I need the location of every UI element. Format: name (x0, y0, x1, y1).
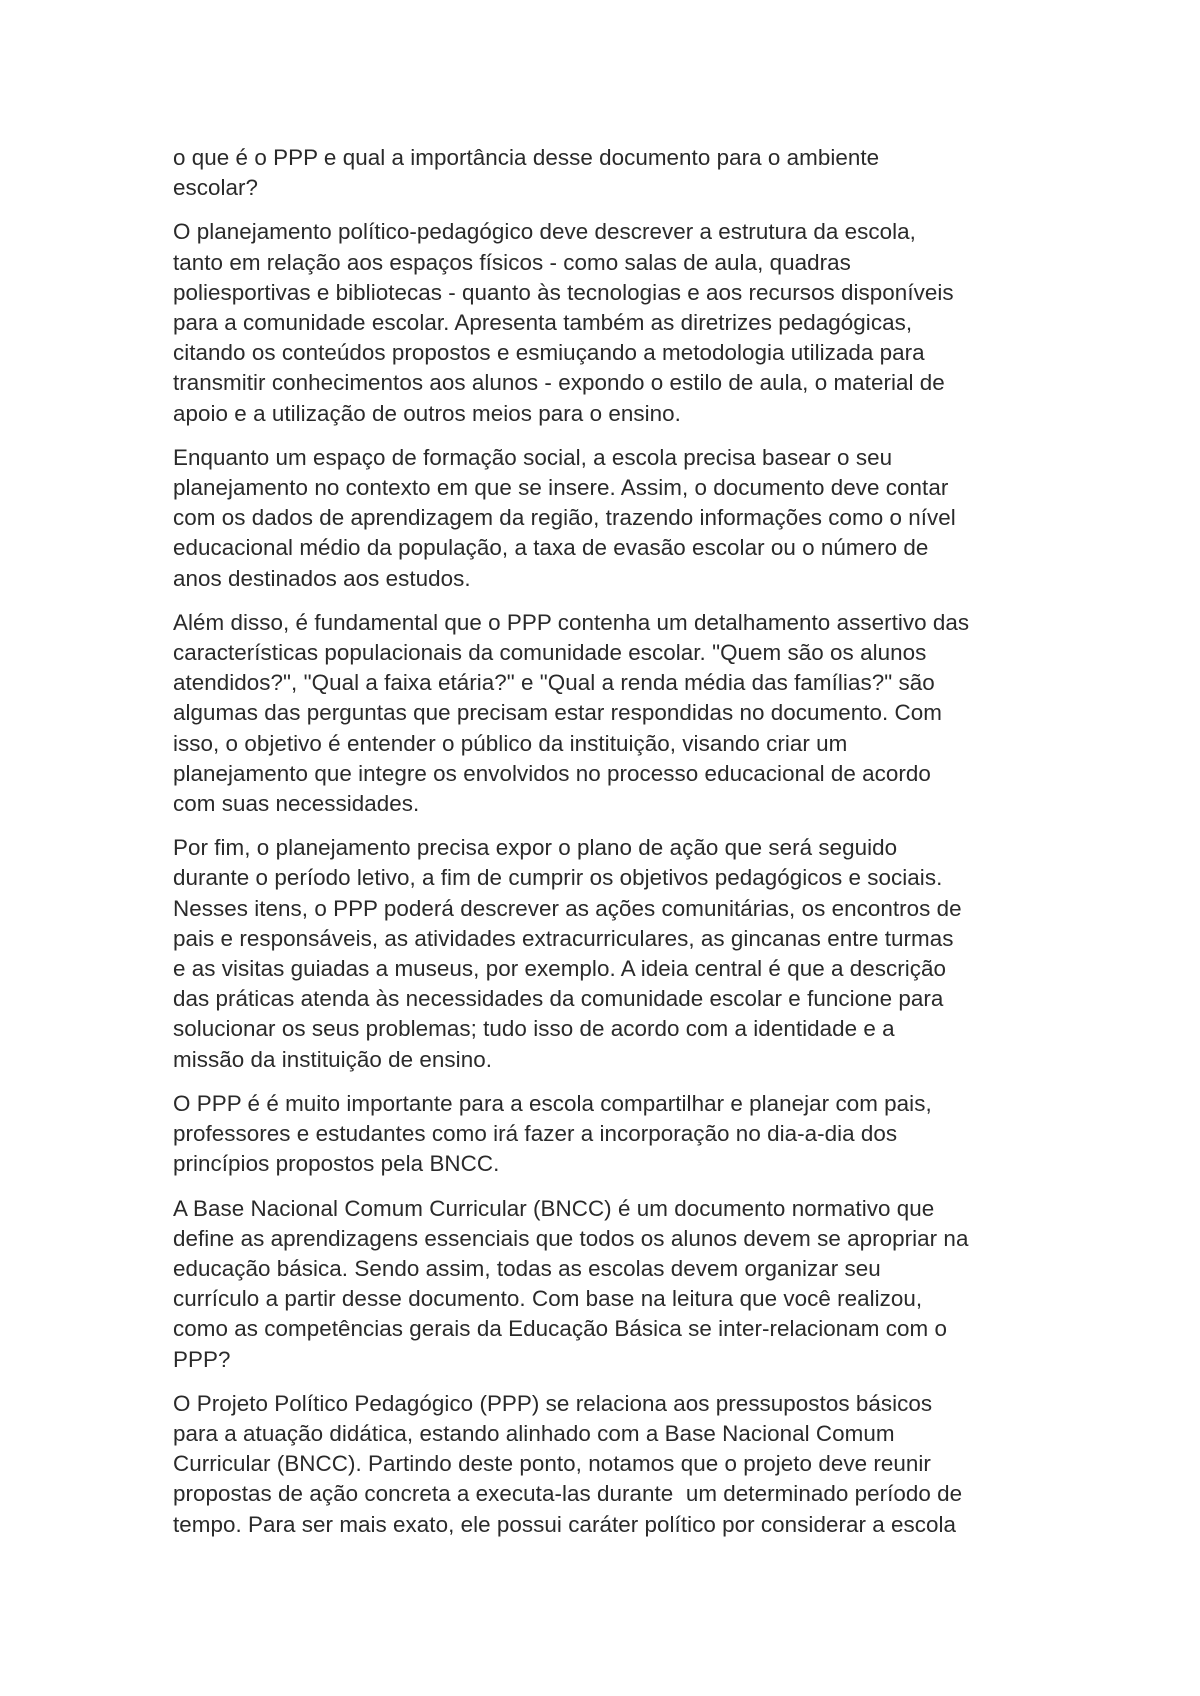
text-line: educação básica. Sendo assim, todas as escolas devem organizar seu (173, 1255, 881, 1281)
text-line: planejamento no contexto em que se insere. Assim, o documento deve contar (173, 475, 949, 501)
text-line: com suas necessidades. (173, 791, 420, 817)
text-line: professores e estudantes como irá fazer a incorporação no dia-a-dia dos (173, 1121, 898, 1147)
text-line: missão da instituição de ensino. (173, 1046, 492, 1072)
text-line: Nesses itens, o PPP poderá descrever as ações comunitárias, os encontros de (173, 895, 962, 921)
text-line: educacional médio da população, a taxa de evasão escolar ou o número de (173, 535, 929, 561)
text-line: apoio e a utilização de outros meios para o ensino. (173, 400, 681, 426)
text-line: com os dados de aprendizagem da região, trazendo informações como o nível (173, 505, 956, 531)
text-line: define as aprendizagens essenciais que todos os alunos devem se apropriar na (173, 1225, 969, 1251)
paragraph (173, 833, 1053, 1075)
text-line: e as visitas guiadas a museus, por exemplo. A ideia central é que a descrição (173, 956, 947, 982)
text-line: características populacionais da comunidade escolar. "Quem são os alunos (173, 640, 927, 666)
text-line: princípios propostos pela BNCC. (173, 1151, 500, 1177)
text-line: planejamento que integre os envolvidos no processo educacional de acordo (173, 760, 931, 786)
text-line: tempo. Para ser mais exato, ele possui caráter político por considerar a escola (173, 1511, 957, 1537)
text-line: como as competências gerais da Educação Básica se inter-relacionam com o (173, 1316, 947, 1342)
paragraph (173, 1194, 1053, 1375)
text-line: para a atuação didática, estando alinhado com a Base Nacional Comum (173, 1420, 895, 1446)
text-line: A Base Nacional Comum Curricular (BNCC) é um documento normativo que (173, 1195, 935, 1221)
text-line: isso, o objetivo é entender o público da instituição, visando criar um (173, 730, 848, 756)
paragraph (173, 143, 1053, 203)
text-line: poliesportivas e bibliotecas - quanto às tecnologias e aos recursos disponíveis (173, 279, 954, 305)
text-line: o que é o PPP e qual a importância desse documento para o ambiente (173, 145, 880, 170)
text-line: atendidos?", "Qual a faixa etária?" e "Qual a renda média das famílias?" são (173, 670, 935, 696)
text-line: Além disso, é fundamental que o PPP contenha um detalhamento assertivo das (173, 609, 970, 635)
text-line: O planejamento político-pedagógico deve descrever a estrutura da escola, (173, 219, 916, 245)
paragraph (173, 1389, 1053, 1540)
text-line: PPP? (173, 1346, 231, 1372)
text-line: Curricular (BNCC). Partindo deste ponto, notamos que o projeto deve reunir (173, 1451, 931, 1477)
document-body (173, 143, 1053, 1554)
paragraph (173, 608, 1053, 819)
text-line: tanto em relação aos espaços físicos - como salas de aula, quadras (173, 249, 851, 275)
text-line: transmitir conhecimentos aos alunos - expondo o estilo de aula, o material de (173, 370, 945, 396)
paragraph (173, 217, 1053, 428)
text-line: propostas de ação concreta a executa-las durante um determinado período de (173, 1481, 963, 1507)
text-line: algumas das perguntas que precisam estar respondidas no documento. Com (173, 700, 942, 726)
paragraph (173, 443, 1053, 594)
text-line: currículo a partir desse documento. Com base na leitura que você realizou, (173, 1286, 923, 1312)
paragraph (173, 1089, 1053, 1180)
text-line: citando os conteúdos propostos e esmiuçando a metodologia utilizada para (173, 340, 925, 366)
text-line: anos destinados aos estudos. (173, 565, 471, 591)
text-line: O Projeto Político Pedagógico (PPP) se relaciona aos pressupostos básicos (173, 1390, 933, 1416)
text-line: durante o período letivo, a fim de cumprir os objetivos pedagógicos e sociais. (173, 865, 943, 891)
text-line: Enquanto um espaço de formação social, a escola precisa basear o seu (173, 444, 893, 470)
text-line: das práticas atenda às necessidades da comunidade escolar e funcione para (173, 986, 944, 1012)
text-line: solucionar os seus problemas; tudo isso de acordo com a identidade e a (173, 1016, 895, 1042)
text-line: pais e responsáveis, as atividades extracurriculares, as gincanas entre turmas (173, 925, 954, 951)
text-line: Por fim, o planejamento precisa expor o plano de ação que será seguido (173, 835, 898, 861)
text-line: O PPP é é muito importante para a escola compartilhar e planejar com pais, (173, 1090, 932, 1116)
text-line: escolar? (173, 175, 259, 201)
text-line: para a comunidade escolar. Apresenta também as diretrizes pedagógicas, (173, 310, 913, 336)
